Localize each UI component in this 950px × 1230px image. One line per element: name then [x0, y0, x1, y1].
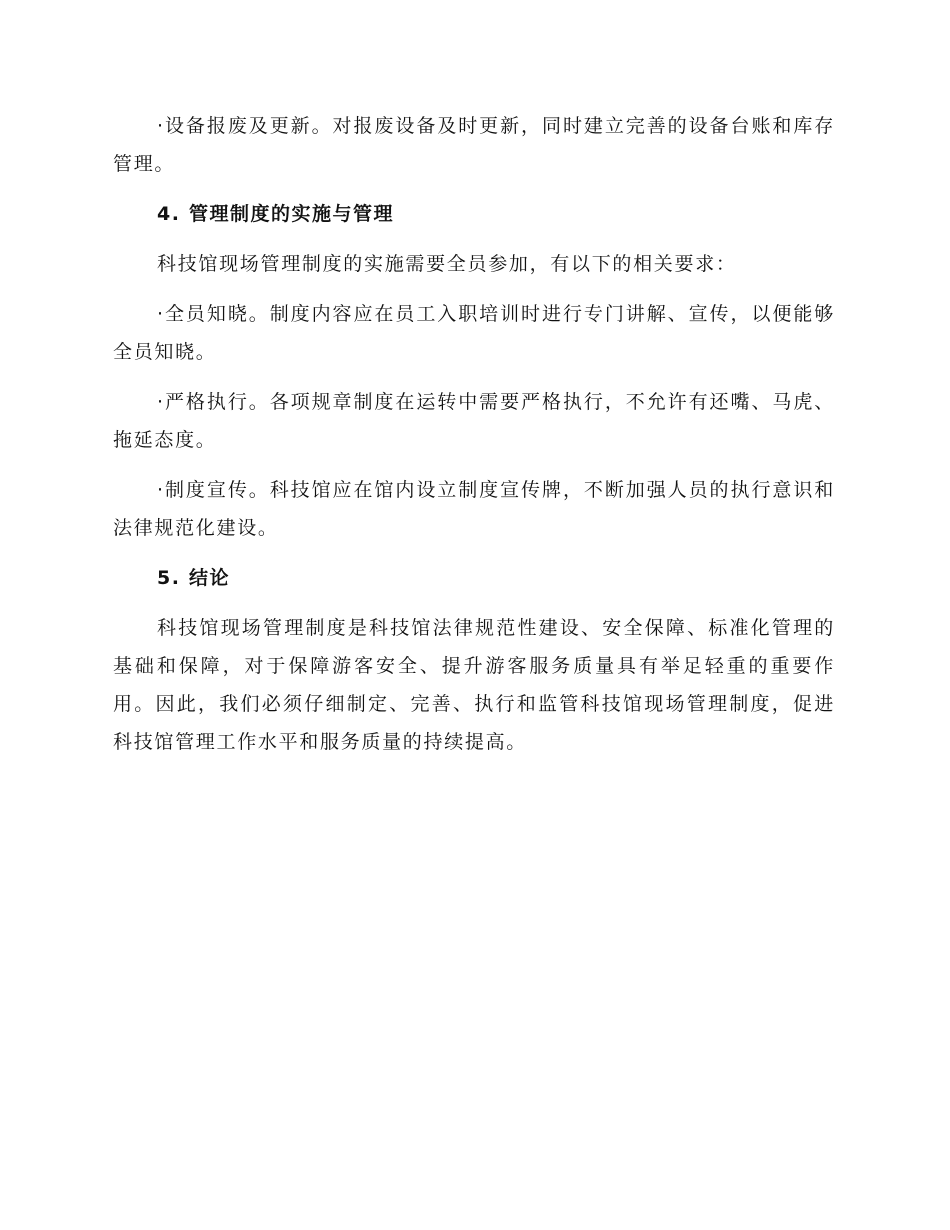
section-4-intro: 科技馆现场管理制度的实施需要全员参加，有以下的相关要求：: [157, 253, 737, 275]
bullet-strict-execution: ·严格执行。各项规章制度在运转中需要严格执行，不允许有还嘴、马虎、拖延态度。: [113, 391, 835, 451]
section-heading-4: [113, 195, 835, 233]
document-body: [113, 107, 835, 761]
conclusion-paragraph: 科技馆现场管理制度是科技馆法律规范性建设、安全保障、标准化管理的基础和保障，对于保障游客安全、提升游客服务质量具有举足轻重的重要作用。因此，我们必须仔细制定、完善、执行和监管科技馆现场管理制度，促进科技馆管理工作水平和服务质量的持续提高。: [113, 617, 835, 753]
section-title-4: 管理制度的实施与管理: [189, 203, 395, 225]
section-title-5: 结论: [189, 567, 231, 589]
section-number-4: 4.: [157, 203, 181, 225]
section-number-5: 5.: [157, 567, 181, 589]
section-heading-5: [113, 559, 835, 597]
bullet-equipment-scrap: ·设备报废及更新。对报废设备及时更新，同时建立完善的设备台账和库存管理。: [113, 115, 835, 175]
bullet-all-staff-aware: ·全员知晓。制度内容应在员工入职培训时进行专门讲解、宣传，以便能够全员知晓。: [113, 303, 835, 363]
bullet-system-publicity: ·制度宣传。科技馆应在馆内设立制度宣传牌，不断加强人员的执行意识和法律规范化建设。: [113, 479, 835, 539]
